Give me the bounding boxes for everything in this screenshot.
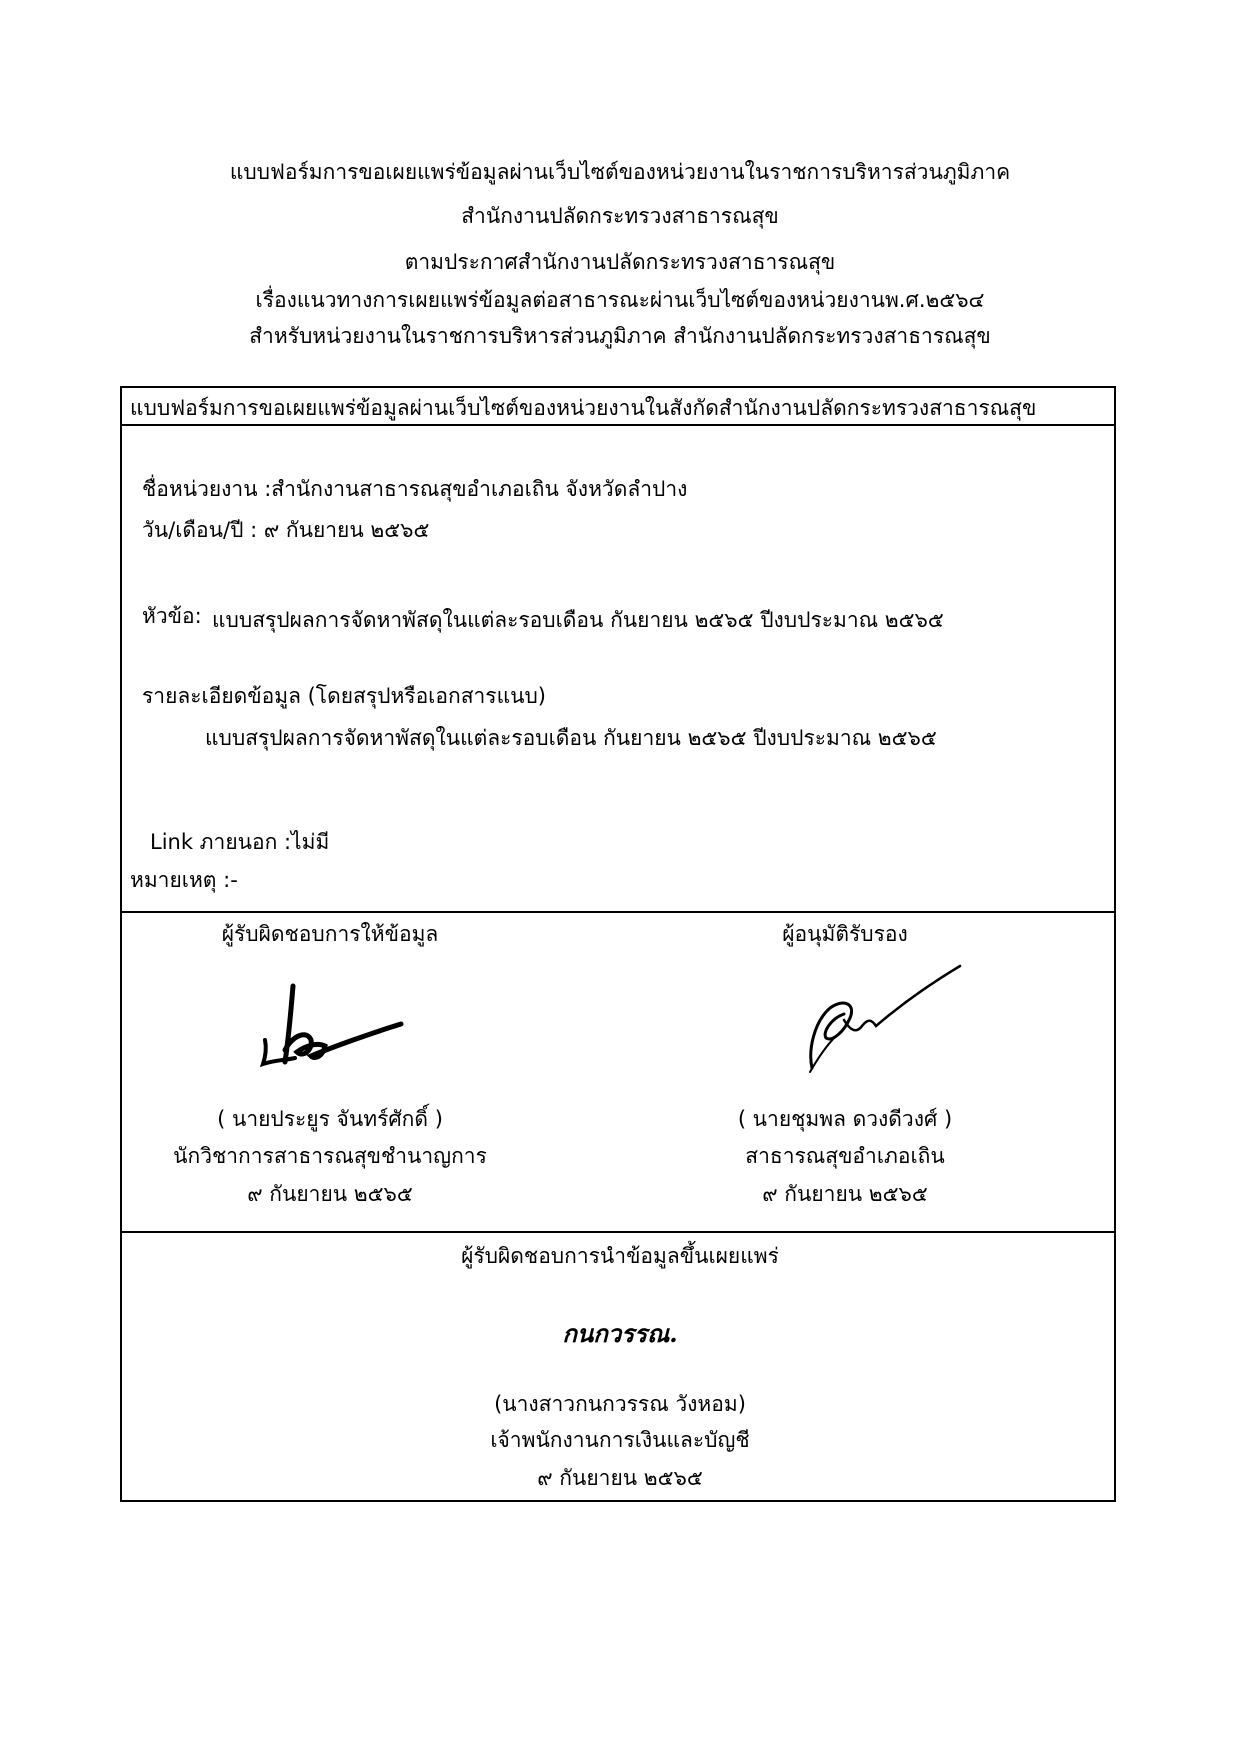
publisher-name: (นางสาวกนกวรรณ วังหอม) xyxy=(494,1392,746,1416)
note: หมายเหตุ :- xyxy=(130,868,238,892)
provider-name: ( นายประยูร จันทร์ศักดิ์ ) xyxy=(217,1107,443,1131)
publisher-signature: กนกวรรณ. xyxy=(562,1319,678,1348)
provider-heading: ผู้รับผิดชอบการให้ข้อมูล xyxy=(221,922,439,946)
topic-value: แบบสรุปผลการจัดหาพัสดุในแต่ละรอบเดือน กันยายน ๒๕๖๕ ปีงบประมาณ ๒๕๖๕ xyxy=(212,608,944,632)
provider-date: ๙ กันยายน ๒๕๖๕ xyxy=(247,1182,413,1206)
publisher-position: เจ้าพนักงานการเงินและบัญชี xyxy=(490,1428,750,1452)
topic-label: หัวข้อ: xyxy=(142,604,202,628)
header-line-4: เรื่องแนวทางการเผยแพร่ข้อมูลต่อสาธารณะผ่านเว็บไซต์ของหน่วยงานพ.ศ.๒๕๖๔ xyxy=(255,288,985,312)
approver-position: สาธารณสุขอำเภอเถิน xyxy=(745,1144,945,1168)
publisher-heading: ผู้รับผิดชอบการนำข้อมูลขึ้นเผยแพร่ xyxy=(461,1244,779,1268)
header-line-2: สำนักงานปลัดกระทรวงสาธารณสุข xyxy=(461,204,779,228)
approver-name: ( นายชุมพล ดวงดีวงศ์ ) xyxy=(737,1107,953,1131)
unit-name: ชื่อหน่วยงาน :สำนักงานสาธารณสุขอำเภอเถิน จังหวัดลำปาง xyxy=(142,477,688,501)
approver-heading: ผู้อนุมัติรับรอง xyxy=(782,922,908,946)
header-line-1: แบบฟอร์มการขอเผยแพร่ข้อมูลผ่านเว็บไซต์ของหน่วยงานในราชการบริหารส่วนภูมิภาค xyxy=(229,160,1011,184)
approver-date: ๙ กันยายน ๒๕๖๕ xyxy=(762,1182,928,1206)
detail-label: รายละเอียดข้อมูล (โดยสรุปหรือเอกสารแนบ) xyxy=(142,684,546,708)
header-line-3: ตามประกาศสำนักงานปลัดกระทรวงสาธารณสุข xyxy=(404,250,836,274)
form-title-divider xyxy=(120,424,1116,426)
publisher-date: ๙ กันยายน ๒๕๖๕ xyxy=(537,1466,703,1490)
detail-value: แบบสรุปผลการจัดหาพัสดุในแต่ละรอบเดือน กันยายน ๒๕๖๕ ปีงบประมาณ ๒๕๖๕ xyxy=(205,726,937,750)
provider-position: นักวิชาการสาธารณสุขชำนาญการ xyxy=(173,1144,487,1168)
form-signers-divider xyxy=(120,911,1116,913)
approver-signature xyxy=(800,960,970,1080)
external-link: Link ภายนอก :ไม่มี xyxy=(150,830,330,854)
form-title: แบบฟอร์มการขอเผยแพร่ข้อมูลผ่านเว็บไซต์ของหน่วยงานในสังกัดสำนักงานปลัดกระทรวงสาธารณสุข xyxy=(130,396,1037,420)
form-publisher-divider xyxy=(120,1231,1116,1233)
form-date: วัน/เดือน/ปี : ๙ กันยายน ๒๕๖๕ xyxy=(142,518,430,542)
provider-signature xyxy=(255,980,415,1070)
header-line-5: สำหรับหน่วยงานในราชการบริหารส่วนภูมิภาค สำนักงานปลัดกระทรวงสาธารณสุข xyxy=(249,324,991,348)
